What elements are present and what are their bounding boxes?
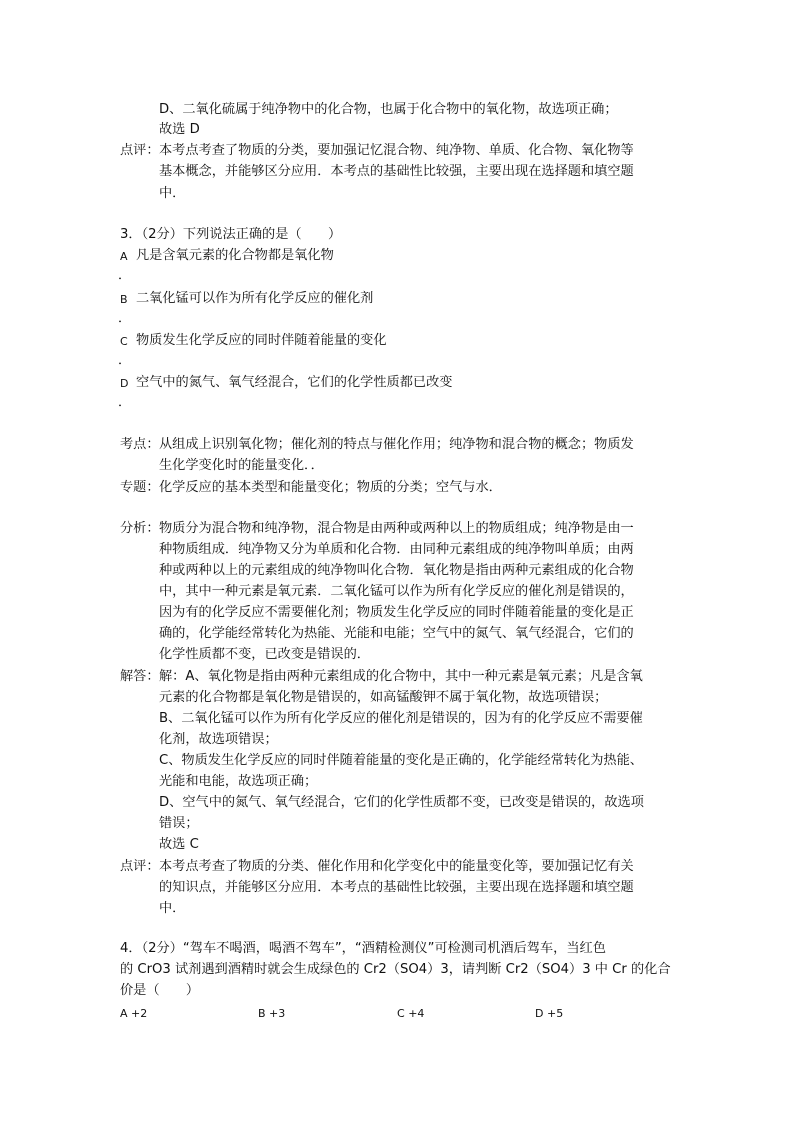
q3-stem: 3．（2分）下列说法正确的是（ ） bbox=[120, 227, 342, 242]
q3-option-c-letter: C bbox=[120, 335, 128, 348]
q3-option-b-letter: B bbox=[120, 293, 128, 306]
q2-comment-line-1: 本考点考查了物质的分类，要加强记忆混合物、纯净物、单质、化合物、氧化物等 bbox=[159, 143, 634, 158]
q4-stem-line-3: 价是（ ） bbox=[120, 983, 200, 998]
q3-kaodian-line-1: 从组成上识别氧化物；催化剂的特点与催化作用；纯净物和混合物的概念；物质发 bbox=[159, 437, 634, 452]
q3-analysis-line-2: 种物质组成．纯净物又分为单质和化合物．由同种元素组成的纯净物叫单质；由两 bbox=[159, 542, 634, 557]
q4-option-c-text: +4 bbox=[408, 1007, 425, 1020]
q3-option-b-text: 二氧化锰可以作为所有化学反应的催化剂 bbox=[136, 291, 374, 306]
q3-zhuanti-text: 化学反应的基本类型和能量变化；物质的分类；空气与水． bbox=[159, 480, 502, 495]
q3-solution-line-2: 元素的化合物都是氧化物是错误的，如高锰酸钾不属于氧化物，故选项错误； bbox=[159, 690, 608, 705]
q4-option-b-text: +3 bbox=[269, 1007, 286, 1020]
q3-option-c-dot: ． bbox=[118, 353, 132, 368]
q3-zhuanti-label: 专题： bbox=[120, 480, 160, 495]
q3-option-d-letter: D bbox=[120, 377, 129, 390]
q3-analysis-line-3: 种或两种以上的元素组成的纯净物叫化合物．氧化物是指由两种元素组成的化合物 bbox=[159, 563, 634, 578]
q4-stem-line-1: 4．（2分）“驾车不喝酒，喝酒不驾车”，“酒精检测仪”可检测司机酒后驾车，当红色 bbox=[120, 941, 606, 956]
q3-kaodian-line-2: 生化学变化时的能量变化．． bbox=[159, 458, 324, 473]
q2-answer: 故选 D bbox=[159, 122, 200, 137]
q3-solution-line-1: 解：A、氧化物是指由两种元素组成的化合物中，其中一种元素是氧元素；凡是含氧 bbox=[159, 669, 643, 684]
q3-analysis-line-6: 确的，化学能经常转化为热能、光能和电能；空气中的氮气、氧气经混合，它们的 bbox=[159, 626, 634, 641]
q3-analysis-label: 分析： bbox=[120, 521, 160, 536]
q3-kaodian-label: 考点： bbox=[120, 437, 160, 452]
q3-option-d-dot: ． bbox=[118, 395, 132, 410]
q2-comment-label: 点评： bbox=[120, 143, 160, 158]
q2-comment-line-3: 中． bbox=[159, 186, 186, 201]
q3-comment-line-2: 的知识点，并能够区分应用．本考点的基础性比较强，主要出现在选择题和填空题 bbox=[159, 880, 634, 895]
q3-option-a-text: 凡是含氧元素的化合物都是氧化物 bbox=[136, 248, 334, 263]
q4-option-d-letter: D bbox=[535, 1007, 544, 1020]
q3-solution-line-4: 化剂，故选项错误； bbox=[159, 732, 278, 747]
q3-option-d-text: 空气中的氮气、氧气经混合，它们的化学性质都已改变 bbox=[136, 375, 453, 390]
q3-analysis-line-7: 化学性质都不变，已改变是错误的． bbox=[159, 647, 370, 662]
q3-option-c-text: 物质发生化学反应的同时伴随着能量的变化 bbox=[136, 333, 387, 348]
q3-option-b-dot: ． bbox=[118, 311, 132, 326]
q4-option-c-letter: C bbox=[397, 1007, 405, 1020]
q4-option-a-text: +2 bbox=[131, 1007, 148, 1020]
q3-analysis-line-5: 因为有的化学反应不需要催化剂；物质发生化学反应的同时伴随着能量的变化是正 bbox=[159, 605, 634, 620]
q3-solution-label: 解答： bbox=[120, 669, 160, 684]
q3-analysis-line-4: 中，其中一种元素是氧元素．二氧化锰可以作为所有化学反应的催化剂是错误的， bbox=[159, 584, 634, 599]
q4-option-c bbox=[397, 1004, 424, 1024]
q2-solution-d: D、二氧化硫属于纯净物中的化合物，也属于化合物中的氧化物，故选项正确； bbox=[159, 102, 618, 117]
q4-option-b bbox=[258, 1004, 285, 1024]
q3-analysis-line-1: 物质分为混合物和纯净物，混合物是由两种或两种以上的物质组成；纯净物是由一 bbox=[159, 521, 634, 536]
q3-comment-label: 点评： bbox=[120, 859, 160, 874]
q3-comment-line-3: 中． bbox=[159, 901, 186, 916]
q3-comment-line-1: 本考点考查了物质的分类、催化作用和化学变化中的能量变化等，要加强记忆有关 bbox=[159, 859, 634, 874]
q4-option-d-text: +5 bbox=[546, 1007, 564, 1020]
q4-option-a bbox=[120, 1004, 147, 1024]
q3-solution-line-7: D、空气中的氮气、氧气经混合，它们的化学性质都不变，已改变是错误的，故选项 bbox=[159, 795, 644, 810]
q4-option-d bbox=[535, 1004, 563, 1024]
q4-stem-line-2: 的 CrO3 试剂遇到酒精时就会生成绿色的 Cr2（SO4）3，请判断 Cr2（SO4）3 中 Cr 的化合 bbox=[120, 962, 671, 977]
q3-solution-line-5: C、物质发生化学反应的同时伴随着能量的变化是正确的，化学能经常转化为热能、 bbox=[159, 753, 643, 768]
q3-solution-line-6: 光能和电能，故选项正确； bbox=[159, 774, 318, 789]
q4-option-b-letter: B bbox=[258, 1007, 266, 1020]
q2-comment-line-2: 基本概念，并能够区分应用．本考点的基础性比较强，主要出现在选择题和填空题 bbox=[159, 164, 634, 179]
q3-solution-line-3: B、二氧化锰可以作为所有化学反应的催化剂是错误的，因为有的化学反应不需要催 bbox=[159, 711, 643, 726]
q3-solution-line-8: 错误； bbox=[159, 816, 199, 831]
q3-option-a-letter: A bbox=[120, 250, 128, 263]
q3-solution-line-9: 故选 C bbox=[159, 837, 199, 852]
q3-option-a-dot: ． bbox=[118, 268, 132, 283]
q4-option-a-letter: A bbox=[120, 1007, 128, 1020]
